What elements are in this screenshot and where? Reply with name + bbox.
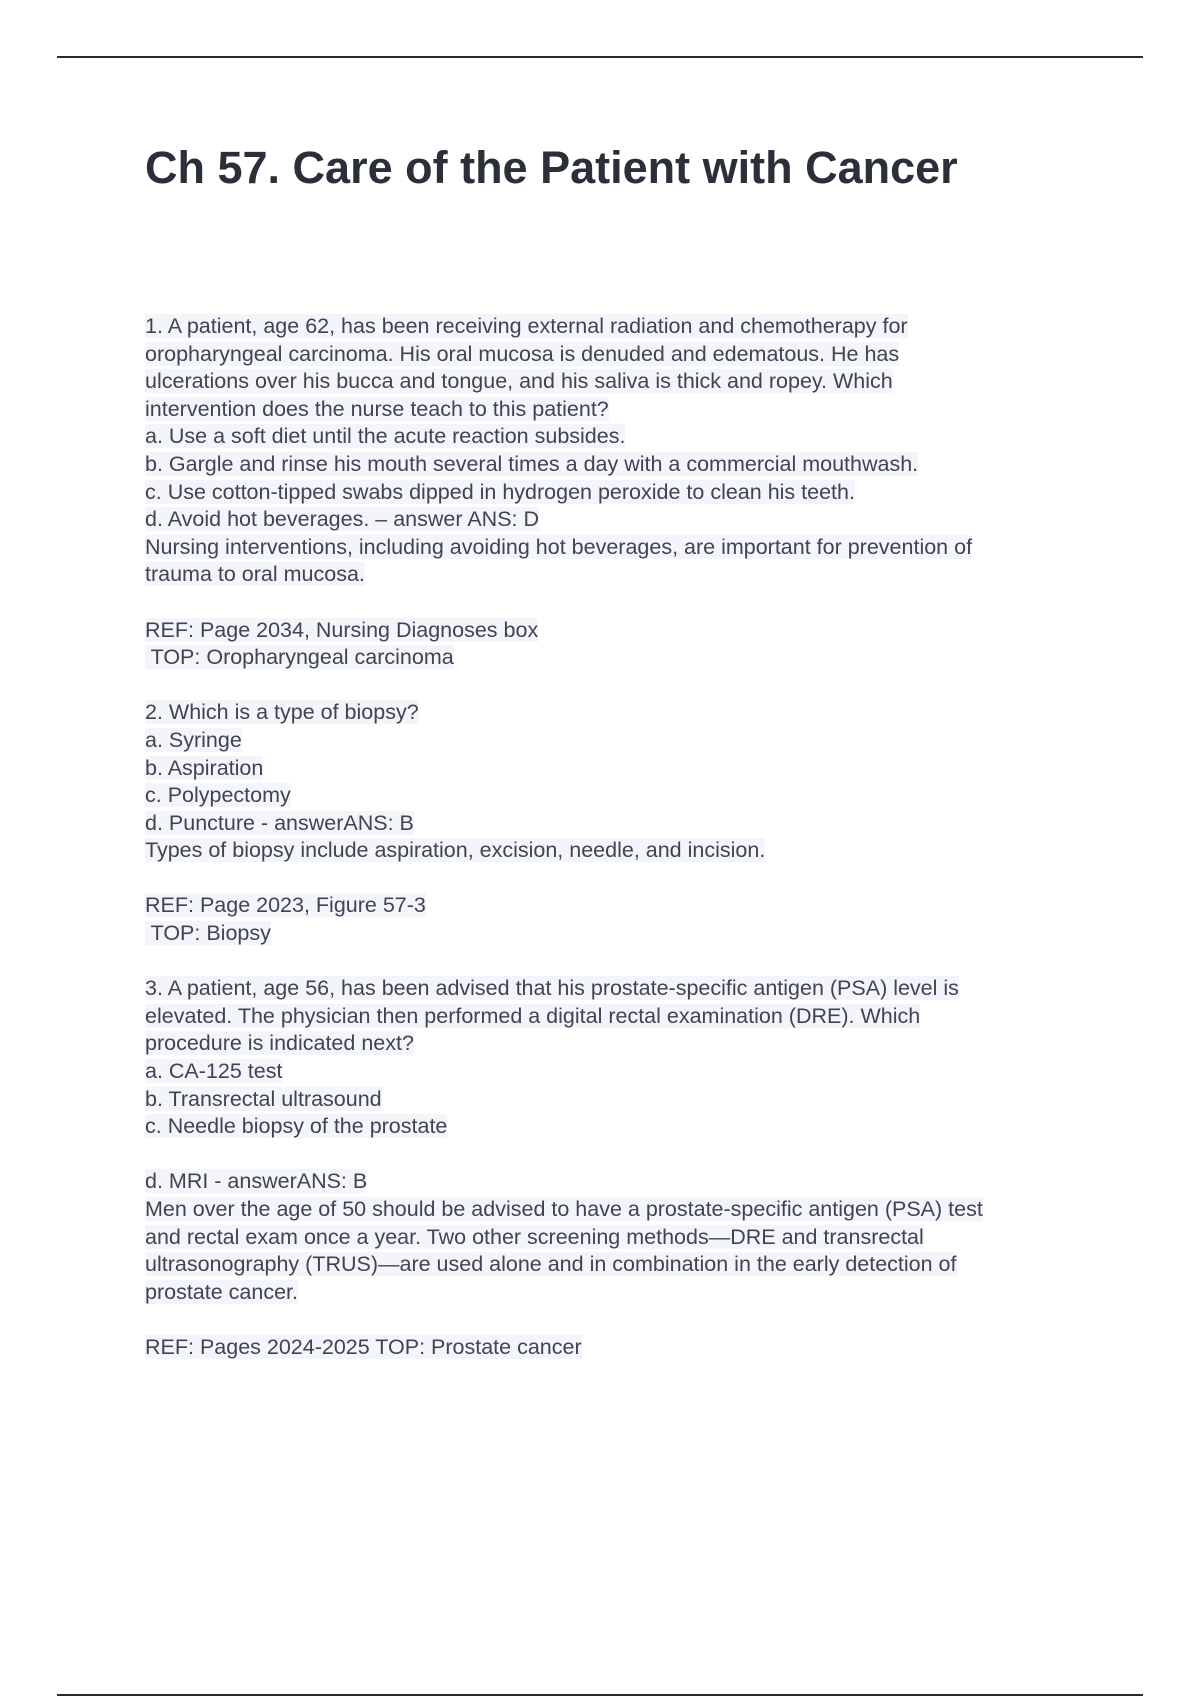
spacer [145, 672, 1105, 700]
bottom-rule [57, 1694, 1143, 1696]
question-3-option-c: c. Needle biopsy of the prostate [145, 1114, 448, 1139]
question-3-rationale-line-2: and rectal exam once a year. Two other screening methods—DRE and transrectal [145, 1224, 924, 1249]
spacer [145, 865, 1105, 893]
question-2-topic: TOP: Biopsy [145, 921, 271, 946]
spacer [145, 589, 1105, 617]
question-3-answer: d. MRI - answerANS: B [145, 1169, 368, 1194]
question-2-rationale-line-1: Types of biopsy include aspiration, excision, needle, and incision. [145, 838, 766, 863]
question-1-rationale-line-2: trauma to oral mucosa. [145, 562, 365, 587]
document-body [145, 313, 1105, 1362]
question-1-ref: REF: Page 2034, Nursing Diagnoses box [145, 617, 539, 642]
question-2 [145, 699, 1105, 947]
question-3-stem-line-1: 3. A patient, age 56, has been advised that his prostate-specific antigen (PSA) level is [145, 976, 959, 1001]
question-3-option-b: b. Transrectal ultrasound [145, 1086, 382, 1111]
question-3 [145, 975, 1105, 1361]
question-3-option-a: a. CA-125 test [145, 1059, 283, 1084]
spacer [145, 948, 1105, 976]
question-1-option-c: c. Use cotton-tipped swabs dipped in hydrogen peroxide to clean his teeth. [145, 479, 855, 504]
question-3-rationale-line-3: ultrasonography (TRUS)—are used alone and in combination in the early detection of [145, 1252, 957, 1277]
question-3-stem-line-3: procedure is indicated next? [145, 1031, 414, 1056]
question-1-stem-line-2: oropharyngeal carcinoma. His oral mucosa is denuded and edematous. He has [145, 341, 900, 366]
question-1 [145, 313, 1105, 672]
question-1-option-d: d. Avoid hot beverages. – answer ANS: D [145, 507, 540, 532]
question-1-option-b: b. Gargle and rinse his mouth several times a day with a commercial mouthwash. [145, 451, 919, 476]
question-2-option-d: d. Puncture - answerANS: B [145, 810, 414, 835]
question-2-stem-line-1: 2. Which is a type of biopsy? [145, 700, 419, 725]
question-1-option-a: a. Use a soft diet until the acute reaction subsides. [145, 424, 626, 449]
top-rule [57, 56, 1143, 58]
question-1-stem-line-4: intervention does the nurse teach to this patient? [145, 396, 609, 421]
question-2-ref: REF: Page 2023, Figure 57-3 [145, 893, 426, 918]
question-1-stem-line-1: 1. A patient, age 62, has been receiving external radiation and chemotherapy for [145, 314, 908, 338]
question-3-stem-line-2: elevated. The physician then performed a digital rectal examination (DRE). Which [145, 1003, 921, 1028]
question-3-ref-topic: REF: Pages 2024-2025 TOP: Prostate cancer [145, 1334, 582, 1359]
question-2-option-c: c. Polypectomy [145, 783, 291, 808]
question-3-rationale-line-1: Men over the age of 50 should be advised to have a prostate-specific antigen (PSA) test [145, 1197, 983, 1221]
question-2-option-b: b. Aspiration [145, 755, 264, 780]
page-title: Ch 57. Care of the Patient with Cancer [145, 142, 958, 193]
question-1-stem-line-3: ulcerations over his bucca and tongue, and his saliva is thick and ropey. Which [145, 369, 893, 394]
question-2-option-a: a. Syringe [145, 727, 242, 752]
question-1-rationale-line-1: Nursing interventions, including avoiding hot beverages, are important for prevention of [145, 534, 973, 559]
question-1-topic: TOP: Oropharyngeal carcinoma [145, 645, 454, 670]
spacer [145, 1141, 1105, 1169]
spacer [145, 1306, 1105, 1334]
question-3-rationale-line-4: prostate cancer. [145, 1279, 298, 1304]
